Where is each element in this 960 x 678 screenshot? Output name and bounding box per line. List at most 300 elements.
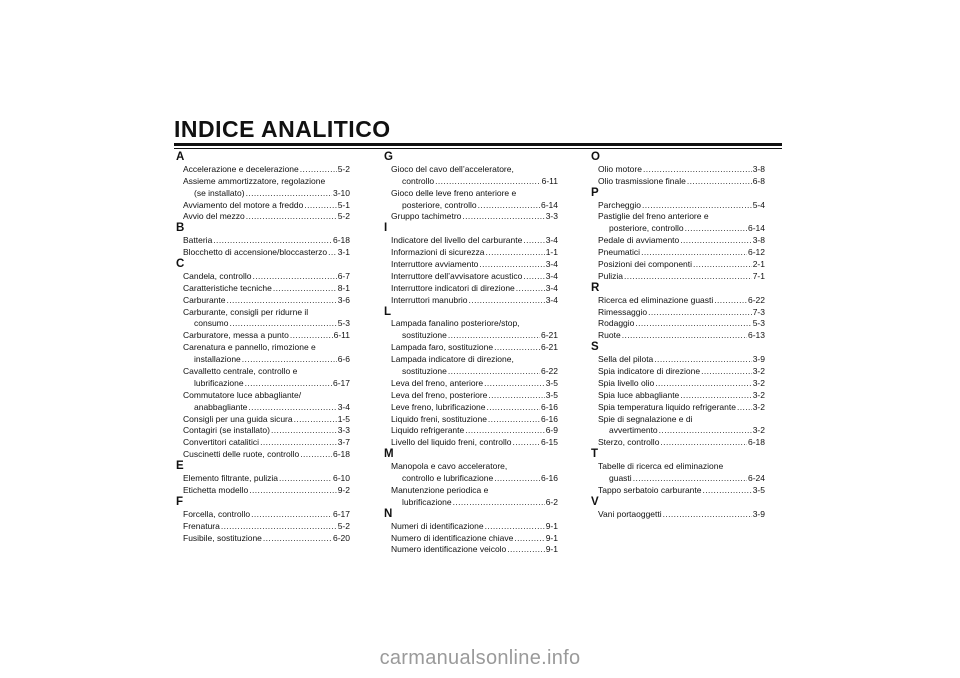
dot-leader <box>685 223 747 235</box>
index-entry <box>176 307 350 319</box>
page-number: 3-10 <box>332 187 350 198</box>
index-entry <box>384 544 558 556</box>
entry-text: Commutatore luce abbagliante/ <box>183 389 302 400</box>
page-number: 3-7 <box>337 437 350 448</box>
entry-text: Sterzo, controllo <box>598 437 660 448</box>
dot-leader <box>635 318 751 330</box>
dot-leader <box>485 521 545 533</box>
index-entry <box>384 188 558 200</box>
entry-text: controllo e lubrificazione <box>402 473 494 484</box>
index-entry <box>176 247 350 259</box>
entry-text: Manutenzione periodica e <box>391 484 489 495</box>
entry-text: Pedale di avviamento <box>598 235 680 246</box>
dot-leader <box>514 533 544 545</box>
index-entry <box>591 247 765 259</box>
index-entry <box>591 461 765 473</box>
entry-text: Leve freno, lubrificazione <box>391 401 486 412</box>
page-number: 6-17 <box>332 508 350 519</box>
index-letter: L <box>384 305 392 318</box>
dot-leader <box>513 437 540 449</box>
entry-text: Consigli per una guida sicura <box>183 413 293 424</box>
entry-text: Leva del freno, posteriore <box>391 389 488 400</box>
entry-text: Spia temperatura liquido refrigerante <box>598 401 736 412</box>
dot-leader <box>701 366 752 378</box>
entry-text: Avvio del mezzo <box>183 211 245 222</box>
entry-text: Lampada fanalino posteriore/stop, <box>391 318 520 329</box>
dot-leader <box>693 259 752 271</box>
dot-leader <box>462 211 544 223</box>
entry-text: Leva del freno, anteriore <box>391 377 484 388</box>
dot-leader <box>488 414 540 426</box>
index-entry <box>176 402 350 414</box>
index-entry <box>591 402 765 414</box>
index-entry <box>176 330 350 342</box>
page-number: 3-5 <box>545 389 558 400</box>
entry-text: sostituzione <box>402 330 447 341</box>
dot-leader <box>523 235 544 247</box>
page-number: 9-1 <box>545 520 558 531</box>
dot-leader <box>328 247 337 259</box>
entry-text: Batteria <box>183 235 213 246</box>
page-number: 6-18 <box>747 437 765 448</box>
dot-leader <box>624 271 752 283</box>
index-entry <box>384 176 558 188</box>
page-number: 6-8 <box>752 175 765 186</box>
index-letter: O <box>591 151 600 163</box>
entry-text: Manopola e cavo acceleratore, <box>391 461 508 472</box>
index-entry <box>591 414 765 426</box>
index-entry <box>176 473 350 485</box>
entry-text: Carburante, consigli per ridurne il <box>183 306 309 317</box>
entry-text: Pneumatici <box>598 247 641 258</box>
index-entry <box>591 330 765 342</box>
page-number: 6-2 <box>545 496 558 507</box>
entry-text: Assieme ammortizzatore, regolazione <box>183 175 326 186</box>
dot-leader <box>622 330 747 342</box>
page-number: 6-7 <box>337 270 350 281</box>
entry-text: Carburatore, messa a punto <box>183 330 289 341</box>
index-entry <box>176 414 350 426</box>
index-entry <box>176 521 350 533</box>
index-entry <box>176 437 350 449</box>
index-entry <box>591 390 765 402</box>
dot-leader <box>435 176 540 188</box>
entry-text: Vani portaoggetti <box>598 508 662 519</box>
dot-leader <box>488 390 544 402</box>
index-entry <box>176 509 350 521</box>
page-number: 7-1 <box>752 270 765 281</box>
dot-leader <box>242 354 337 366</box>
entry-text: Avviamento del motore a freddo <box>183 199 304 210</box>
dot-leader <box>253 271 337 283</box>
page-number: 3-6 <box>337 294 350 305</box>
entry-text: anabbagliante <box>194 401 248 412</box>
index-entry <box>384 402 558 414</box>
entry-text: avvertimento <box>609 425 658 436</box>
index-entry <box>384 473 558 485</box>
entry-text: Numeri di identificazione <box>391 520 484 531</box>
dot-leader <box>245 378 332 390</box>
page-number: 3-4 <box>545 282 558 293</box>
page-number: 6-21 <box>540 342 558 353</box>
entry-text: Carburante <box>183 294 226 305</box>
index-entry <box>384 425 558 437</box>
page-number: 3-8 <box>752 235 765 246</box>
entry-text: Interruttore indicatori di direzione <box>391 282 515 293</box>
index-letter: R <box>591 281 600 294</box>
entry-text: Posizioni dei componenti <box>598 259 693 270</box>
entry-text: Parcheggio <box>598 199 642 210</box>
entry-text: Gruppo tachimetro <box>391 211 462 222</box>
entry-text: Gioco delle leve freno anteriore e <box>391 187 517 198</box>
index-entry <box>591 485 765 497</box>
entry-text: Convertitori catalitici <box>183 437 260 448</box>
dot-leader <box>479 259 544 271</box>
dot-leader <box>687 176 752 188</box>
dot-leader <box>263 533 332 545</box>
index-entry <box>176 485 350 497</box>
dot-leader <box>304 200 336 212</box>
index-entry <box>176 533 350 545</box>
dot-leader <box>300 164 337 176</box>
index-entry <box>591 378 765 390</box>
page-number: 3-2 <box>752 377 765 388</box>
index-entry <box>591 509 765 521</box>
entry-text: Pulizia <box>598 270 624 281</box>
dot-leader <box>478 200 540 212</box>
entry-text: Spia livello olio <box>598 377 655 388</box>
dot-leader <box>271 425 337 437</box>
dot-leader <box>643 164 752 176</box>
page-number: 5-1 <box>337 199 350 210</box>
index-entry <box>384 521 558 533</box>
entry-text: Numero identificazione veicolo <box>391 544 507 555</box>
entry-text: Cuscinetti delle ruote, controllo <box>183 449 300 460</box>
page-number: 6-21 <box>540 330 558 341</box>
index-entry <box>384 414 558 426</box>
index-entry <box>384 247 558 259</box>
page-number: 6-16 <box>540 401 558 412</box>
entry-text: Frenatura <box>183 520 220 531</box>
page-number: 3-3 <box>545 211 558 222</box>
page-number: 8-1 <box>337 282 350 293</box>
entry-text: Spia luce abbagliante <box>598 389 680 400</box>
index-entry <box>176 318 350 330</box>
index-entry <box>591 223 765 235</box>
page-number: 6-9 <box>545 425 558 436</box>
page-number: 6-11 <box>333 330 350 341</box>
entry-text: posteriore, controllo <box>402 199 477 210</box>
dot-leader <box>300 449 332 461</box>
entry-text: Interruttore dell’avvisatore acustico <box>391 270 523 281</box>
index-entry <box>591 437 765 449</box>
page-number: 6-12 <box>747 247 765 258</box>
page-number: 9-1 <box>545 544 558 555</box>
index-entry <box>384 200 558 212</box>
entry-text: Liquido refrigerante <box>391 425 465 436</box>
page-number: 6-16 <box>540 413 558 424</box>
page-number: 3-2 <box>752 425 765 436</box>
title-rule-thin <box>174 148 782 149</box>
page-number: 3-1 <box>337 247 350 258</box>
index-entry <box>591 235 765 247</box>
page-number: 2-1 <box>752 259 765 270</box>
index-letter: E <box>176 460 184 473</box>
dot-leader <box>230 318 337 330</box>
index-entry <box>384 342 558 354</box>
entry-text: Numero di identificazione chiave <box>391 532 514 543</box>
index-entry <box>591 307 765 319</box>
entry-text: Elemento filtrante, pulizia <box>183 473 278 484</box>
page-title: INDICE ANALITICO <box>174 116 391 142</box>
index-entry <box>384 295 558 307</box>
dot-leader <box>279 473 332 485</box>
page-number: 6-18 <box>332 449 350 460</box>
index-entry <box>591 259 765 271</box>
page-number: 6-11 <box>541 175 558 186</box>
index-entry <box>384 211 558 223</box>
dot-leader <box>484 378 545 390</box>
index-entry <box>176 176 350 188</box>
dot-leader <box>680 390 751 402</box>
index-entry <box>591 211 765 223</box>
page-number: 6-15 <box>540 437 558 448</box>
index-entry <box>176 378 350 390</box>
page-number: 5-2 <box>337 163 350 174</box>
page-number: 9-2 <box>337 484 350 495</box>
page-number: 3-4 <box>545 294 558 305</box>
dot-leader <box>703 485 752 497</box>
index-entry <box>591 200 765 212</box>
index-letter: V <box>591 495 599 508</box>
page-number: 3-3 <box>337 425 350 436</box>
index-entry <box>176 283 350 295</box>
dot-leader <box>660 437 747 449</box>
entry-text: Pastiglie del freno anteriore e <box>598 211 709 222</box>
index-entry <box>384 533 558 545</box>
index-entry <box>591 176 765 188</box>
index-entry <box>384 378 558 390</box>
dot-leader <box>654 354 751 366</box>
dot-leader <box>227 295 337 307</box>
index-letter: M <box>384 448 394 461</box>
dot-leader <box>633 473 747 485</box>
title-rule <box>174 143 782 146</box>
entry-text: Etichetta modello <box>183 484 249 495</box>
page-number: 6-10 <box>332 473 350 484</box>
dot-leader <box>213 235 332 247</box>
index-entry <box>384 497 558 509</box>
dot-leader <box>516 283 545 295</box>
dot-leader <box>248 402 336 414</box>
entry-text: Tabelle di ricerca ed eliminazione <box>598 461 724 472</box>
page-number: 3-4 <box>545 270 558 281</box>
index-letter: I <box>384 222 388 235</box>
index-entry <box>384 437 558 449</box>
index-entry <box>384 271 558 283</box>
index-entry <box>591 473 765 485</box>
dot-leader <box>294 414 337 426</box>
dot-leader <box>641 247 747 259</box>
page-number: 7-3 <box>752 306 765 317</box>
dot-leader <box>487 402 540 414</box>
entry-text: Rodaggio <box>598 318 635 329</box>
entry-text: Caratteristiche tecniche <box>183 282 272 293</box>
page-number: 6-22 <box>540 366 558 377</box>
entry-text: Lampada indicatore di direzione, <box>391 354 514 365</box>
entry-text: Ruote <box>598 330 621 341</box>
index-entry <box>384 461 558 473</box>
entry-text: Liquido freni, sostituzione <box>391 413 487 424</box>
index-entry <box>176 271 350 283</box>
index-entry <box>384 354 558 366</box>
index-entry <box>176 449 350 461</box>
index-entry <box>384 259 558 271</box>
page-number: 1-5 <box>337 413 350 424</box>
dot-leader <box>737 402 752 414</box>
index-entry <box>176 235 350 247</box>
entry-text: Spia indicatore di direzione <box>598 366 701 377</box>
page-number: 6-20 <box>332 532 350 543</box>
entry-text: sostituzione <box>402 366 447 377</box>
page-number: 6-17 <box>332 377 350 388</box>
entry-text: posteriore, controllo <box>609 223 684 234</box>
page-number: 6-18 <box>332 235 350 246</box>
entry-text: Blocchetto di accensione/bloccasterzo <box>183 247 328 258</box>
index-letter: C <box>176 258 185 271</box>
index-entry <box>176 164 350 176</box>
entry-text: Sella del pilota <box>598 354 654 365</box>
page-number: 1-1 <box>545 247 558 258</box>
entry-text: Interruttori manubrio <box>391 294 468 305</box>
page-number: 6-13 <box>747 330 765 341</box>
page-number: 3-9 <box>752 354 765 365</box>
index-entry <box>591 271 765 283</box>
entry-text: Olio trasmissione finale <box>598 175 686 186</box>
index-entry <box>384 235 558 247</box>
dot-leader <box>469 295 545 307</box>
dot-leader <box>221 521 337 533</box>
index-entry <box>384 164 558 176</box>
entry-text: Tappo serbatoio carburante <box>598 484 702 495</box>
index-letter: A <box>176 151 185 163</box>
index-letter: B <box>176 222 185 235</box>
index-entry <box>176 390 350 402</box>
index-entry <box>176 200 350 212</box>
dot-leader <box>648 307 752 319</box>
page-number: 3-8 <box>752 163 765 174</box>
dot-leader <box>448 330 540 342</box>
dot-leader <box>494 342 540 354</box>
dot-leader <box>507 544 544 556</box>
entry-text: Lampada faro, sostituzione <box>391 342 494 353</box>
index-column-1 <box>176 152 350 544</box>
page-number: 3-2 <box>752 366 765 377</box>
entry-text: Fusibile, sostituzione <box>183 532 262 543</box>
entry-text: Livello del liquido freni, controllo <box>391 437 512 448</box>
dot-leader <box>680 235 751 247</box>
watermark: carmanualsonline.info <box>379 647 581 669</box>
index-entry <box>176 366 350 378</box>
page-number: 3-4 <box>545 235 558 246</box>
index-entry <box>384 366 558 378</box>
page-number: 5-4 <box>752 199 765 210</box>
index-column-2 <box>384 152 558 556</box>
dot-leader <box>246 211 337 223</box>
dot-leader <box>251 509 332 521</box>
dot-leader <box>659 425 752 437</box>
entry-text: Informazioni di sicurezza <box>391 247 485 258</box>
entry-text: Accelerazione e decelerazione <box>183 163 299 174</box>
index-entry <box>176 295 350 307</box>
index-entry <box>176 425 350 437</box>
index-entry <box>591 354 765 366</box>
index-entry <box>591 425 765 437</box>
dot-leader <box>523 271 544 283</box>
page-number: 3-4 <box>545 259 558 270</box>
page-number: 6-22 <box>747 294 765 305</box>
page-number: 5-3 <box>337 318 350 329</box>
index-entry <box>176 188 350 200</box>
index-letter: T <box>591 448 599 461</box>
index-entry <box>384 283 558 295</box>
page-number: 6-14 <box>747 223 765 234</box>
entry-text: Interruttore avviamento <box>391 259 479 270</box>
entry-text: Olio motore <box>598 163 642 174</box>
index-entry <box>591 164 765 176</box>
index-letter: S <box>591 341 599 354</box>
index-letter: G <box>384 151 393 163</box>
index-entry <box>176 342 350 354</box>
index-entry <box>176 211 350 223</box>
entry-text: Rimessaggio <box>598 306 648 317</box>
entry-text: Indicatore del livello del carburante <box>391 235 523 246</box>
index-letter: F <box>176 495 184 508</box>
page-number: 5-2 <box>337 520 350 531</box>
index-entry <box>384 390 558 402</box>
dot-leader <box>465 425 544 437</box>
entry-text: (se installato) <box>194 187 245 198</box>
entry-text: Carenatura e pannello, rimozione e <box>183 342 316 353</box>
dot-leader <box>260 437 337 449</box>
dot-leader <box>448 366 540 378</box>
page-number: 6-16 <box>540 473 558 484</box>
dot-leader <box>655 378 751 390</box>
entry-text: Forcella, controllo <box>183 508 251 519</box>
dot-leader <box>494 473 540 485</box>
index-entry <box>384 330 558 342</box>
index-entry <box>591 295 765 307</box>
dot-leader <box>290 330 333 342</box>
page-number: 3-5 <box>545 377 558 388</box>
entry-text: guasti <box>609 473 632 484</box>
dot-leader <box>663 509 752 521</box>
dot-leader <box>486 247 545 259</box>
page-number: 3-5 <box>752 484 765 495</box>
entry-text: Candela, controllo <box>183 270 252 281</box>
entry-text: consumo <box>194 318 229 329</box>
page-number: 5-2 <box>337 211 350 222</box>
entry-text: Gioco del cavo dell’acceleratore, <box>391 163 514 174</box>
index-entry <box>591 318 765 330</box>
page-number: 9-1 <box>545 532 558 543</box>
entry-text: controllo <box>402 175 435 186</box>
page-number: 5-3 <box>752 318 765 329</box>
dot-leader <box>249 485 337 497</box>
entry-text: installazione <box>194 354 241 365</box>
page-number: 6-24 <box>747 473 765 484</box>
dot-leader <box>453 497 545 509</box>
